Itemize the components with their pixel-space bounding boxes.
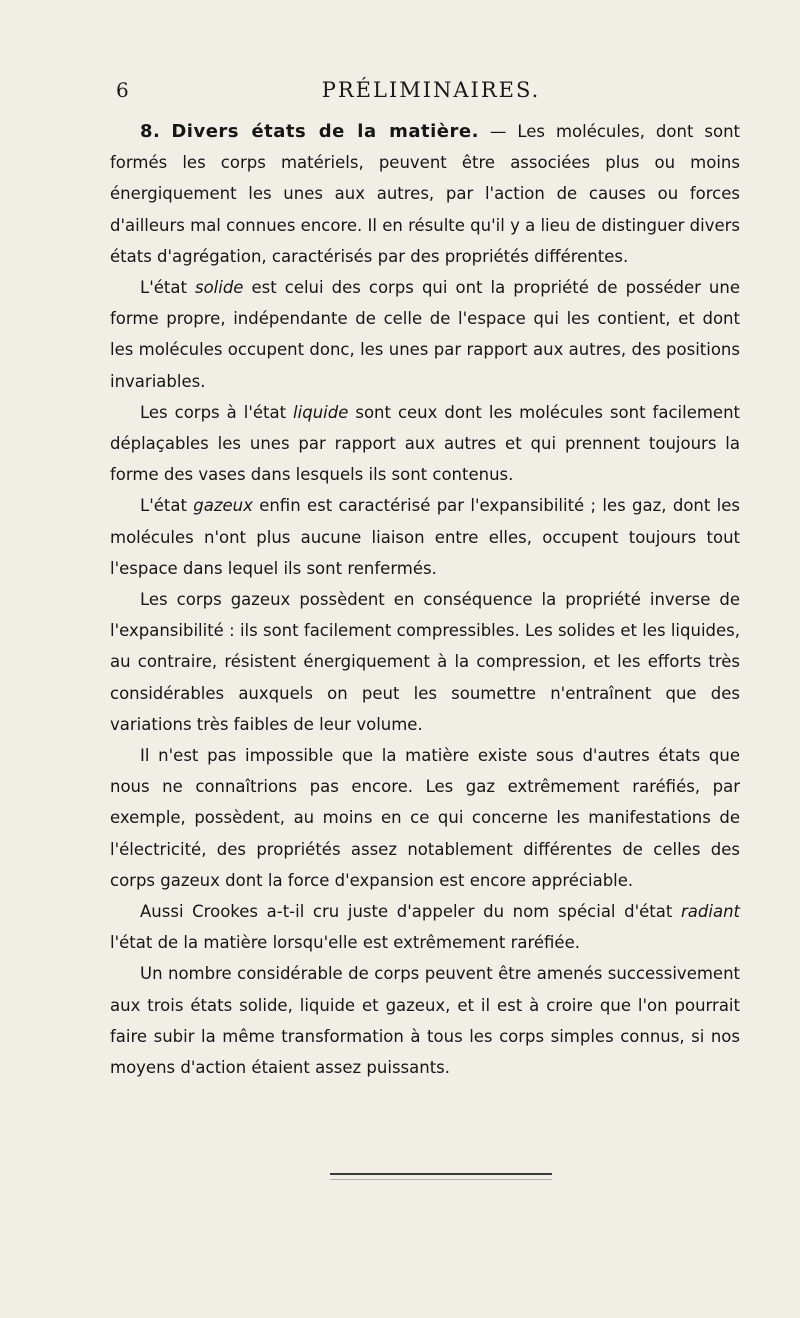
section-end-rule [330, 1173, 552, 1175]
paragraph-3-text-a: Les corps à l'état [140, 402, 294, 422]
term-solide: solide [194, 278, 244, 298]
paragraph-2-text-a: L'état [140, 278, 195, 298]
paragraph-1-text: — Les molécules, dont sont formés les corps matériels, peuvent être associées plus ou moins énergiquement les unes aux autres, par l'action de causes ou forces d'ailleurs mal connues encore. Il en résulte qu'il y a lieu de distinguer divers états d'agrégation, caractérisés par des propriétés différentes. [110, 122, 740, 266]
paragraph-2-text-b: est celui des corps qui ont la propriété de posséder une forme propre, indépendante de celle de l'espace qui les contient, et dont les molécules occupent donc, les unes par rapport aux autres, des positions invariables. [110, 278, 740, 391]
paragraph-7 [110, 896, 740, 958]
paragraph-7-text-b: l'état de la matière lorsqu'elle est extrêmement raréfiée. [110, 933, 580, 953]
section-title: Divers états de la matière. [171, 121, 479, 142]
paragraph-7-text-a: Aussi Crookes a-t-il cru juste d'appeler du nom spécial d'état [140, 902, 681, 922]
term-gazeux: gazeux [193, 496, 253, 516]
running-head [116, 74, 746, 108]
section-end-rule-shadow [330, 1179, 552, 1180]
paragraph-3 [110, 397, 740, 491]
page-number: 6 [116, 78, 129, 102]
paragraph-1 [110, 116, 740, 272]
paragraph-4-text-b: enfin est caractérisé par l'expansibilité ; les gaz, dont les molécules n'ont plus aucune liaison entre elles, occupent toujours tout l'espace dans lequel ils sont renfermés. [110, 496, 740, 578]
term-radiant: radiant [681, 902, 740, 922]
paragraph-4-text-a: L'état [140, 496, 194, 516]
paragraph-3-text-b: sont ceux dont les molécules sont facilement déplaçables les unes par rapport aux autres et qui prennent toujours la forme des vases dans lesquels ils sont contenus. [110, 402, 740, 485]
page-header-title: PRÉLIMINAIRES. [321, 78, 541, 102]
term-liquide: liquide [293, 402, 349, 422]
body-text [110, 116, 740, 1083]
section-number: 8. [140, 121, 161, 142]
paragraph-2 [110, 272, 740, 397]
paragraph-8: Un nombre considérable de corps peuvent être amenés successivement aux trois états solide, liquide et gazeux, et il est à croire que l'on pourrait faire subir la même transformation à tous les corps simples connus, si nos moyens d'action étaient assez puissants. [110, 964, 740, 1078]
paragraph-4 [110, 490, 740, 584]
paragraph-5: Les corps gazeux possèdent en conséquence la propriété inverse de l'expansibilité : ils sont facilement compressibles. Les solides et les liquides, au contraire, résistent énergiquement à la compression, et les efforts très considérables auxquels on peut les soumettre n'entraînent que des variations très faibles de leur volume. [110, 590, 740, 734]
paragraph-6: Il n'est pas impossible que la matière existe sous d'autres états que nous ne connaîtrions pas encore. Les gaz extrêmement raréfiés, par exemple, possèdent, au moins en ce qui concerne les manifestations de l'électricité, des propriétés assez notablement différentes de celles des corps gazeux dont la force d'expansion est encore appréciable. [110, 746, 740, 890]
